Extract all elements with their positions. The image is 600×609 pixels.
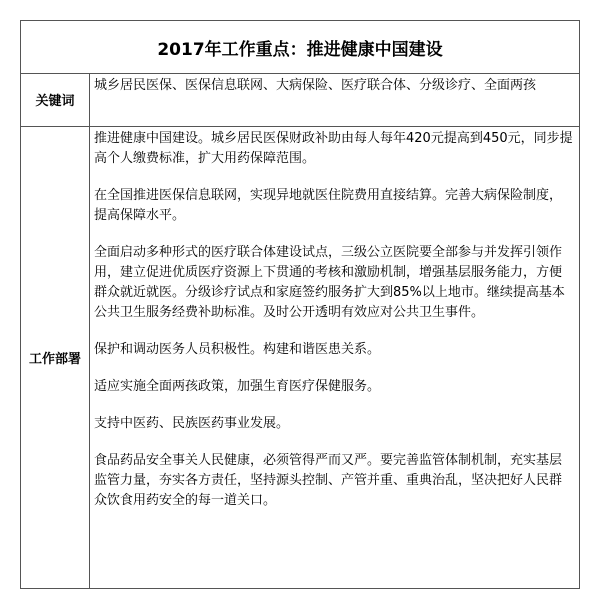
deployment-row: [21, 127, 579, 588]
deployment-label: 工作部署: [21, 127, 90, 588]
title-row: [21, 21, 579, 74]
keywords-row: [21, 73, 579, 127]
deployment-paragraph: 全面启动多种形式的医疗联合体建设试点，三级公立医院要全部参与并发挥引领作用，建立促进优质医疗资源上下贯通的考核和激励机制，增强基层服务能力，方便群众就近就医。分级诊疗试点和家庭签约服务扩大到85%以上地市。继续提高基本公共卫生服务经费补助标准。及时公开透明有效应对公共卫生事件。: [94, 245, 565, 320]
deployment-paragraph: 适应实施全面两孩政策，加强生育医疗保健服务。: [94, 379, 381, 394]
deployment-paragraph: 支持中医药、民族医药事业发展。: [94, 416, 290, 431]
policy-table: [20, 20, 580, 589]
table-title: 2017年工作重点：推进健康中国建设: [157, 39, 443, 60]
deployment-paragraph: 保护和调动医务人员积极性。构建和谐医患关系。: [94, 342, 381, 357]
deployment-paragraph: 食品药品安全事关人民健康，必须管得严而又严。要完善监管体制机制，充实基层监管力量，夯实各方责任，坚持源头控制、产管并重、重典治乱，坚决把好人民群众饮食用药安全的每一道关口。: [94, 453, 563, 508]
deployment-paragraph: 推进健康中国建设。城乡居民医保财政补助由每人每年420元提高到450元，同步提高个人缴费标准，扩大用药保障范围。: [94, 131, 573, 166]
keywords-label: 关键词: [21, 73, 90, 126]
deployment-paragraph: 在全国推进医保信息联网，实现异地就医住院费用直接结算。完善大病保险制度，提高保障水平。: [94, 188, 563, 223]
keywords-content: 城乡居民医保、医保信息联网、大病保险、医疗联合体、分级诊疗、全面两孩: [94, 78, 537, 93]
deployment-content: [90, 127, 579, 588]
